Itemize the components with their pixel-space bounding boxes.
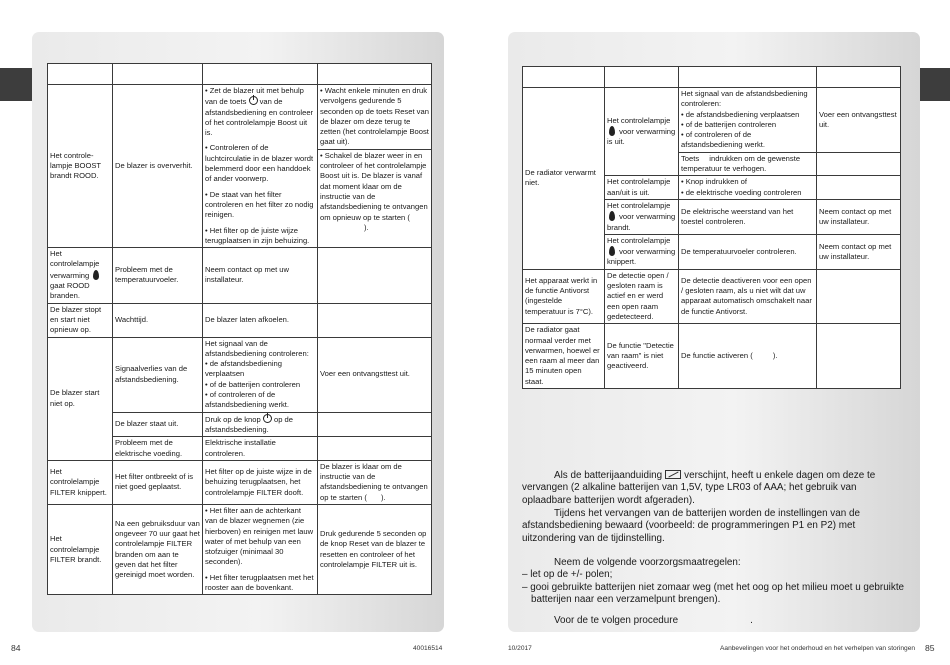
power-icon <box>263 414 272 423</box>
opmerking-cell <box>318 437 432 461</box>
oorzaak-cell: Het filter ontbreekt of is niet goed geplaatst. <box>113 460 203 504</box>
opmerking-cell <box>318 412 432 437</box>
probleem-cell: De blazer stopt en start niet opnieuw op. <box>48 303 113 337</box>
running-title: Aanbevelingen voor het onderhoud en het verhelpen van storingen <box>720 645 916 652</box>
page-number-left: 84 <box>11 643 21 653</box>
oplossing-cell: Toets indrukken om de gewenste temperatuur te verhogen. <box>679 152 817 176</box>
chapter-tab-right <box>918 68 950 101</box>
oorzaak-cell: Signaalverlies van de afstandsbediening. <box>113 337 203 412</box>
oorzaak-cell: Probleem met de temperatuurvoeler. <box>113 248 203 303</box>
probleem-cell: Het controle-lampje BOOST brandt ROOD. <box>48 85 113 248</box>
oorzaak-cell: Probleem met de elektrische voeding. <box>113 437 203 461</box>
probleem-cell: Het controlelampje FILTER brandt. <box>48 504 113 594</box>
opmerking-cell: Voer een ontvangsttest uit. <box>318 337 432 412</box>
table-row <box>48 460 432 504</box>
oplossing-cell: De blazer laten afkoelen. <box>203 303 318 337</box>
troubleshooting-table-left <box>47 63 432 595</box>
opmerking-cell: Neem contact op met uw installateur. <box>817 234 901 269</box>
probleem-cell: De radiator verwarmt niet. <box>523 88 605 270</box>
opmerking-cell <box>318 303 432 337</box>
oplossing-cell: • Knop indrukken of • de elektrische voeding controleren <box>679 176 817 200</box>
probleem-cell: Het apparaat werkt in de functie Antivorst (ingestelde temperatuur is 7°C). <box>523 269 605 323</box>
programs-paragraph: Tijdens het vervangen van de batterijen worden de instellingen van de afstandsbediening bewaard (voorbeeld: de programmeringen P1 en P2) met uitzondering van de tijdinstelling. <box>522 508 860 544</box>
troubleshooting-table-right <box>522 66 901 389</box>
table-row <box>523 88 901 153</box>
probleem-cell: De radiator gaat normaal verder met verwarmen, hoewel er een raam al meer dan 15 minuten open staat. <box>523 324 605 389</box>
oorzaak-cell: De blazer is oververhit. <box>113 85 203 248</box>
table-row <box>48 85 432 248</box>
oplossing-cell: Het signaal van de afstandsbediening controleren: • de afstandsbediening verplaatsen • of de batterijen controleren • of controleren of de afstandsbediening werkt. <box>679 88 817 153</box>
table-row <box>523 324 901 389</box>
oplossing-cell: De elektrische weerstand van het toestel controleren. <box>679 199 817 234</box>
power-icon <box>249 96 258 105</box>
opmerking-cell <box>817 152 901 176</box>
probleem-cell: De blazer start niet op. <box>48 337 113 460</box>
table-row <box>48 504 432 594</box>
flame-icon <box>609 246 615 256</box>
oplossing-cell: Het filter op de juiste wijze in de behuizing terugplaatsen, het controlelampje FILTER dooft. <box>203 460 318 504</box>
opmerking-cell: Voer een ontvangsttest uit. <box>817 88 901 153</box>
oorzaak-cell: Het controlelampje aan/uit is uit. <box>605 176 679 200</box>
probleem-cell: Het controlelampje FILTER knippert. <box>48 460 113 504</box>
table-header-row <box>523 67 901 88</box>
oorzaak-cell: Wachttijd. <box>113 303 203 337</box>
opmerking-cell <box>318 248 432 303</box>
table-row <box>48 337 432 412</box>
oorzaak-cell: De detectie open / gesloten raam is actief en er werd een open raam gedetecteerd. <box>605 269 679 323</box>
date-code: 10/2017 <box>508 645 532 652</box>
oorzaak-cell: De functie "Detectie van raam" is niet geactiveerd. <box>605 324 679 389</box>
flame-icon <box>609 126 615 136</box>
flame-icon <box>93 270 99 280</box>
oplossing-cell: Elektrische installatie controleren. <box>203 437 318 461</box>
opmerking-cell: De blazer is klaar om de instructie van de afstandsbediening te ontvangen op te starten ( ). <box>318 460 432 504</box>
oplossing-cell: Druk op de knop op de afstandsbediening. <box>203 412 318 437</box>
opmerking-cell: Druk gedurende 5 seconden op de knop Reset van de blazer te resetten en controleer of het controlelampje FILTER uit is. <box>318 504 432 594</box>
doc-code: 40016514 <box>413 645 443 652</box>
oplossing-cell: • Het filter aan de achterkant van de blazer wegnemen (zie hierboven) en reinigen met lauw water of met behulp van een stofzuiger (minimaal 30 seconden). • Het filter terugplaatsen met het rooster aan de bovenkant. <box>203 504 318 594</box>
opmerking-cell <box>817 269 901 323</box>
table-row <box>48 303 432 337</box>
oorzaak-cell: Het controlelampje voor verwarming brandt. <box>605 199 679 234</box>
opmerking-cell: • Wacht enkele minuten en druk vervolgens gedurende 5 seconden op de toets Reset van de blazer om deze terug te zetten (het controlelampje Boost gaat uit). • Schakel de blazer weer in en controleer of het controlelampje Boost uit is. De blazer is vanaf dat moment klaar om de instructie van de afstandsbediening te ontvangen om opnieuw op te starten ( ). <box>318 85 432 248</box>
flame-icon <box>609 211 615 221</box>
opmerking-cell <box>817 176 901 200</box>
oplossing-cell: De functie activeren ( ). <box>679 324 817 389</box>
opmerking-cell: Neem contact op met uw installateur. <box>817 199 901 234</box>
oplossing-cell: • Zet de blazer uit met behulp van de toets van de afstandsbediening en controleer of het controlelampje Boost uit is. • Controleren of de luchtcirculatie in de blazer wordt belemmerd door een handdoek of ander voorwerp. • De staat van het filter controleren en het filter zo nodig reinigen. • Het filter op de juiste wijze terugplaatsen in zijn behuizing. <box>203 85 318 248</box>
table-header-row <box>48 64 432 85</box>
oplossing-cell: De temperatuurvoeler controleren. <box>679 234 817 269</box>
table-row <box>523 269 901 323</box>
precautions-block: Neem de volgende voorzorgsmaatregelen: – let op de +/- polen; – gooi gebruikte batterijen niet zomaar weg (met het oog op het milieu moet u gebruikte batterijen naar een verzamelpunt brengen). <box>522 557 905 606</box>
oorzaak-cell: De blazer staat uit. <box>113 412 203 437</box>
oplossing-cell: De detectie deactiveren voor een open / gesloten raam, als u niet wilt dat uw apparaat automatisch omschakelt naar de functie Antivorst. <box>679 269 817 323</box>
opmerking-cell <box>817 324 901 389</box>
table-row <box>48 248 432 303</box>
procedure-line: Voor de te volgen procedure . <box>554 615 753 626</box>
oorzaak-cell: Het controlelampje voor verwarming knippert. <box>605 234 679 269</box>
page-number-right: 85 <box>925 643 935 653</box>
oorzaak-cell: Het controlelampje voor verwarming is uit. <box>605 88 679 176</box>
battery-paragraph: Als de batterijaanduiding verschijnt, heeft u enkele dagen om deze te vervangen (2 alkaline batterijen van 1,5V, type LR03 of AAA; het gebruik van oplaadbare batterijen wordt afgeraden). <box>522 470 876 506</box>
oplossing-cell: Neem contact op met uw installateur. <box>203 248 318 303</box>
probleem-cell: Het controlelampje verwarming gaat ROOD branden. <box>48 248 113 303</box>
oplossing-cell: Het signaal van de afstandsbediening controleren: • de afstandsbediening verplaatsen • of de batterijen controleren • of controleren of de afstandsbediening werkt. <box>203 337 318 412</box>
chapter-tab-left <box>0 68 32 101</box>
battery-icon <box>665 470 681 479</box>
oorzaak-cell: Na een gebruiksduur van ongeveer 70 uur gaat het controlelampje FILTER branden om aan te geven dat het filter gereinigd moet worden. <box>113 504 203 594</box>
